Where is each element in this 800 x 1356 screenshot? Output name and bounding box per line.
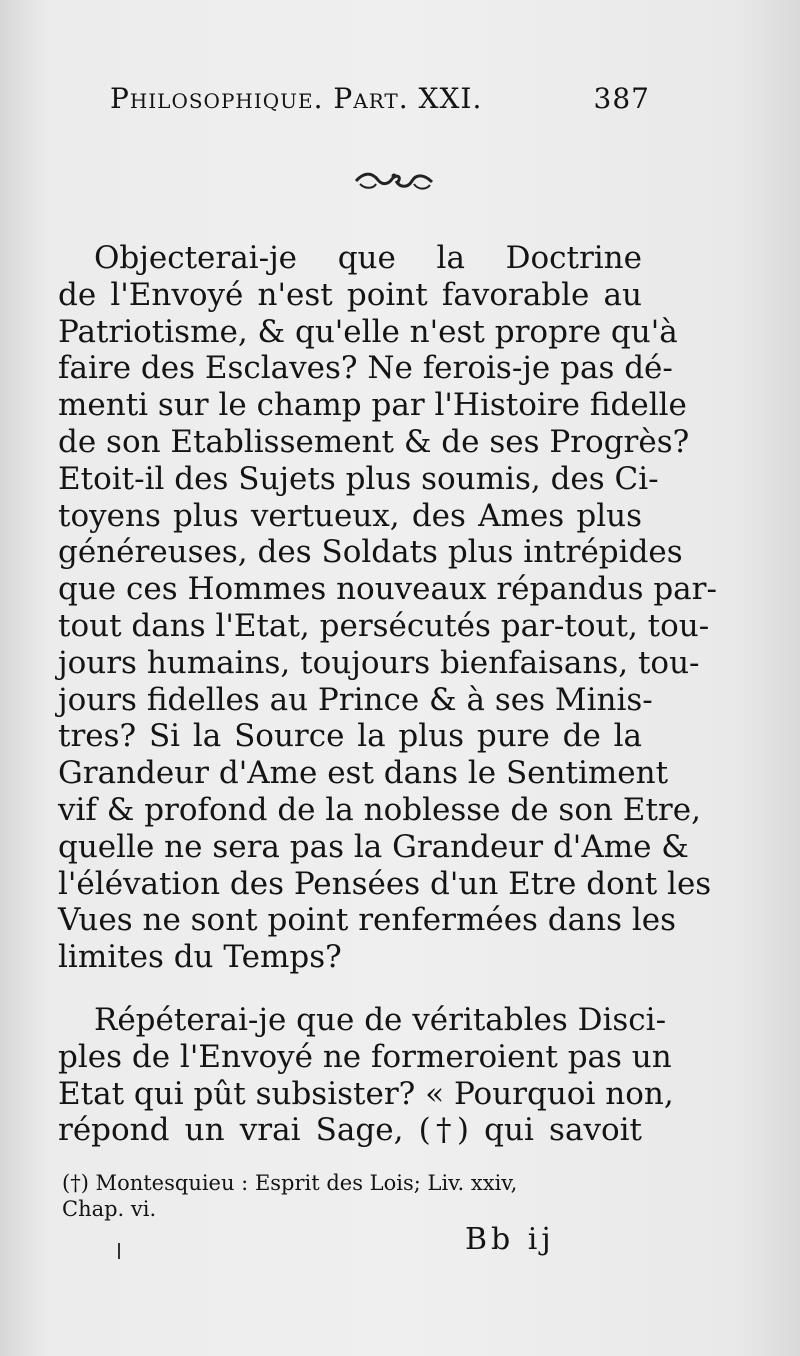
text-line: jours fidelles au Prince & à ses Minis- [58,681,653,718]
text-line: vif & profond de la noblesse de son Etre, [58,791,701,828]
text-line: Vues ne sont point renfermées dans les [58,902,677,939]
text-line: Patriotisme, & qu'elle n'est propre qu'à [58,313,678,350]
text-line: tres? Si la Source la plus pure de la [58,718,642,755]
text-line: limites du Temps? [58,939,342,976]
text-line: Grandeur d'Ame est dans le Sentiment [58,755,669,792]
signature-mark: Bb ij [465,1222,555,1257]
text-line: Répéterai-je que de véritables Disci- [94,1002,667,1038]
text-line: faire des Esclaves? Ne ferois-je pas dé- [58,350,673,387]
text-line: de l'Envoyé n'est point favorable au [58,276,642,313]
text-line: de son Etablissement & de ses Progrès? [58,423,690,460]
text-line: l'élévation des Pensées d'un Etre dont les [58,865,712,902]
footnote [62,1170,652,1222]
text-line: que ces Hommes nouveaux répandus par- [58,571,717,608]
margin-mark [118,1243,120,1259]
text-line: jours humains, toujours bienfaisans, tou- [58,644,700,681]
text-line: ples de l'Envoyé ne formeroient pas un [58,1038,672,1075]
paragraph-2 [58,1002,674,1149]
text-line: généreuses, des Soldats plus intrépides [58,534,683,571]
text-line: menti sur le champ par l'Histoire fidelle [58,387,687,424]
running-title: Philosophique. Part. XXI. [110,82,483,115]
text-line: Etat qui pût subsister? « Pourquoi non, [58,1075,674,1112]
fleuron-ornament-icon [352,170,436,192]
paragraph-1 [58,240,717,976]
text-line: tout dans l'Etat, persécutés par-tout, tou- [58,607,710,644]
footnote-line: Chap. vi. [62,1197,157,1221]
text-line: Etoit-il des Sujets plus soumis, des Ci- [58,460,659,497]
text-line: quelle ne sera pas la Grandeur d'Ame & [58,828,689,865]
page-number: 387 [593,82,650,115]
text-line: Objecterai-je que la Doctrine [94,240,642,276]
running-header [110,82,650,115]
text-line: répond un vrai Sage, (†) qui savoit [58,1112,642,1149]
footnote-line: (†) Montesquieu : Esprit des Lois; Liv. xxiv, [62,1171,518,1195]
text-line: toyens plus vertueux, des Ames plus [58,497,642,534]
